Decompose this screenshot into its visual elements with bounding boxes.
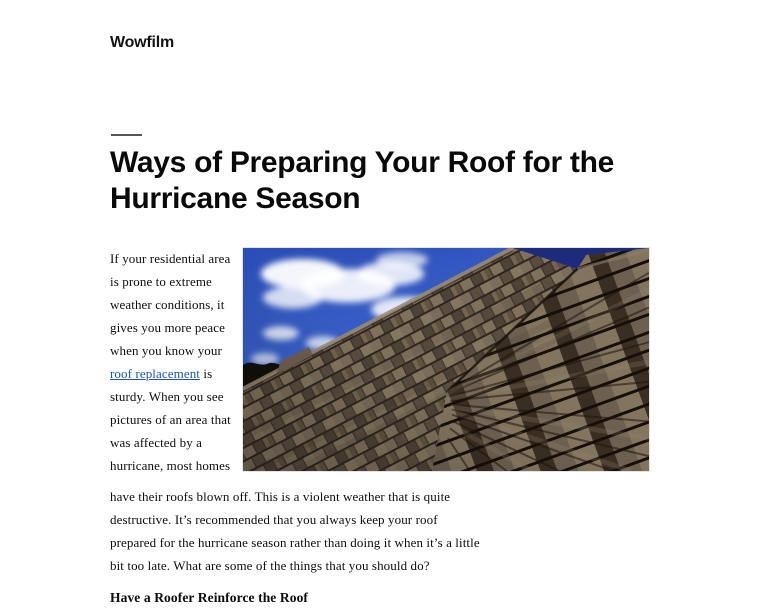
- intro-line: destructive. It’s recommended that you always keep your roof: [110, 512, 438, 527]
- intro-line: prepared for the hurricane season rather than doing it when it’s a little: [110, 535, 480, 550]
- intro-line: when you know your: [110, 343, 222, 358]
- intro-line: weather conditions, it: [110, 297, 225, 312]
- accent-divider: [111, 134, 142, 136]
- intro-line: was affected by a: [110, 435, 203, 450]
- roof-photo: [242, 247, 650, 472]
- intro-line: bit too late. What are some of the things that you should do?: [110, 558, 430, 573]
- section-heading: Have a Roofer Reinforce the Roof: [110, 590, 309, 605]
- intro-text-fullwidth: [110, 485, 650, 577]
- roof-replacement-link[interactable]: roof replacement: [110, 366, 201, 381]
- intro-line: If your residential area: [110, 251, 231, 266]
- intro-line-after-link: is: [200, 366, 213, 381]
- intro-line: pictures of an area that: [110, 412, 231, 427]
- article-title: Ways of Preparing Your Roof for the Hurricane Season: [110, 146, 614, 215]
- site-header: [110, 0, 650, 53]
- intro-line: have their roofs blown off. This is a violent weather that is quite: [110, 489, 451, 504]
- intro-line-with-link: [110, 362, 236, 385]
- intro-line: sturdy. When you see: [110, 389, 224, 404]
- site-title-link[interactable]: Wowfilm: [110, 34, 175, 51]
- intro-line: hurricane, most homes: [110, 458, 231, 473]
- page: [110, 0, 650, 609]
- roof-photo-graphic: [243, 248, 649, 471]
- intro-line: is prone to extreme: [110, 274, 212, 289]
- vignette: [243, 248, 649, 471]
- main-content: [110, 134, 650, 609]
- intro-line: gives you more peace: [110, 320, 225, 335]
- article: [110, 134, 650, 609]
- intro-paragraph: [110, 247, 650, 577]
